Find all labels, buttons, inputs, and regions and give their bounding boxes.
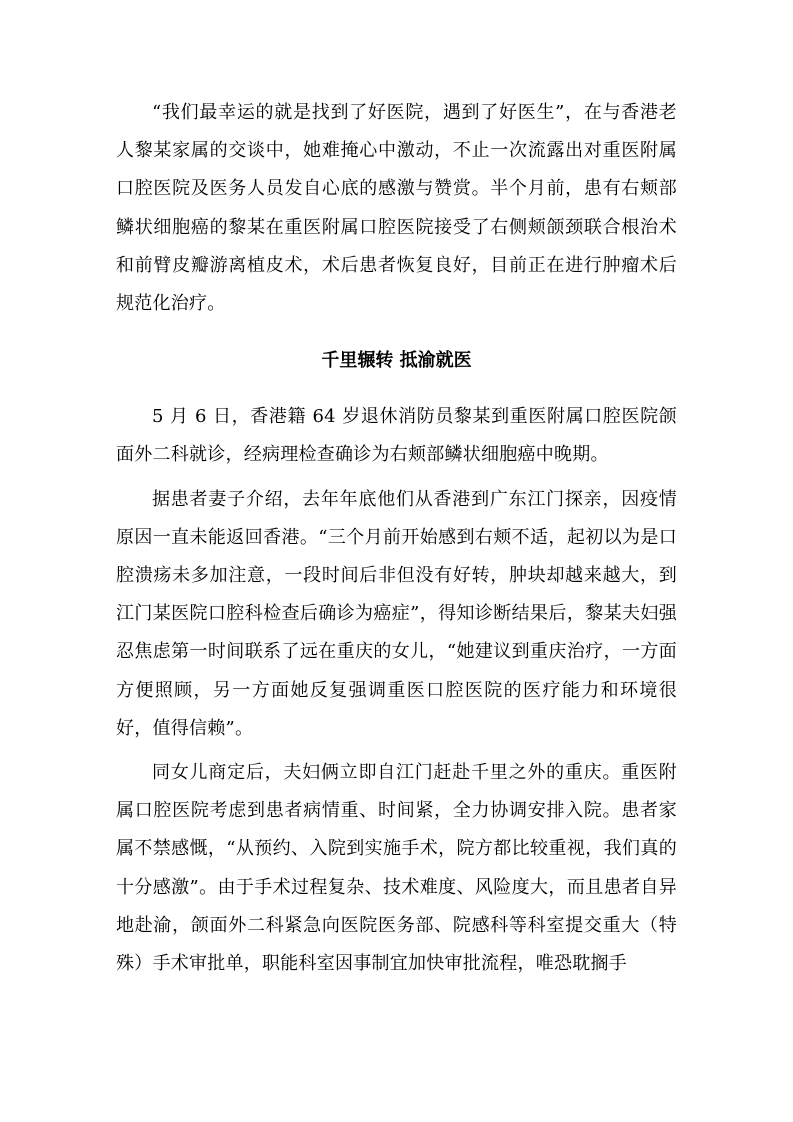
section-heading: 千里辗转 抵渝就医	[321, 350, 472, 372]
intro-paragraph: “我们最幸运的就是找到了好医院，遇到了好医生”，在与香港老人黎某家属的交谈中，她难掩心中激动，不止一次流露出对重医附属口腔医院及医务人员发自心底的感激与赞赏。半个月前，患有右颊部鳞状细胞癌的黎某在重医附属口腔医院接受了右侧颊颌颈联合根治术和前臂皮瓣游离植皮术，术后患者恢复良好，目前正在进行肿瘤术后规范化治疗。	[116, 102, 677, 315]
body-paragraph-2: 据患者妻子介绍，去年年底他们从香港到广东江门探亲，因疫情原因一直未能返回香港。“三个月前开始感到右颊不适，起初以为是口腔溃疡未多加注意，一段时间后非但没有好转，肿块却越来越大，到江门某医院口腔科检查后确诊为癌症”，得知诊断结果后，黎某夫妇强忍焦虑第一时间联系了远在重庆的女儿，“她建议到重庆治疗，一方面方便照顾，另一方面她反复强调重医口腔医院的医疗能力和环境很好，值得信赖”。	[116, 488, 677, 739]
body-paragraph-3: 同女儿商定后，夫妇俩立即自江门赶赴千里之外的重庆。重医附属口腔医院考虑到患者病情重、时间紧，全力协调安排入院。患者家属不禁感慨，“从预约、入院到实施手术，院方都比较重视，我们真的十分感激”。由于手术过程复杂、技术难度、风险度大，而且患者自异地赴渝，颌面外二科紧急向医院医务部、院感科等科室提交重大（特殊）手术审批单，职能科室因事制宜加快审批流程，唯恐耽搁手	[116, 762, 677, 975]
body-paragraph-1: 5 月 6 日，香港籍 64 岁退休消防员黎某到重医附属口腔医院颌面外二科就诊，经病理检查确诊为右颊部鳞状细胞癌中晚期。	[116, 406, 677, 466]
